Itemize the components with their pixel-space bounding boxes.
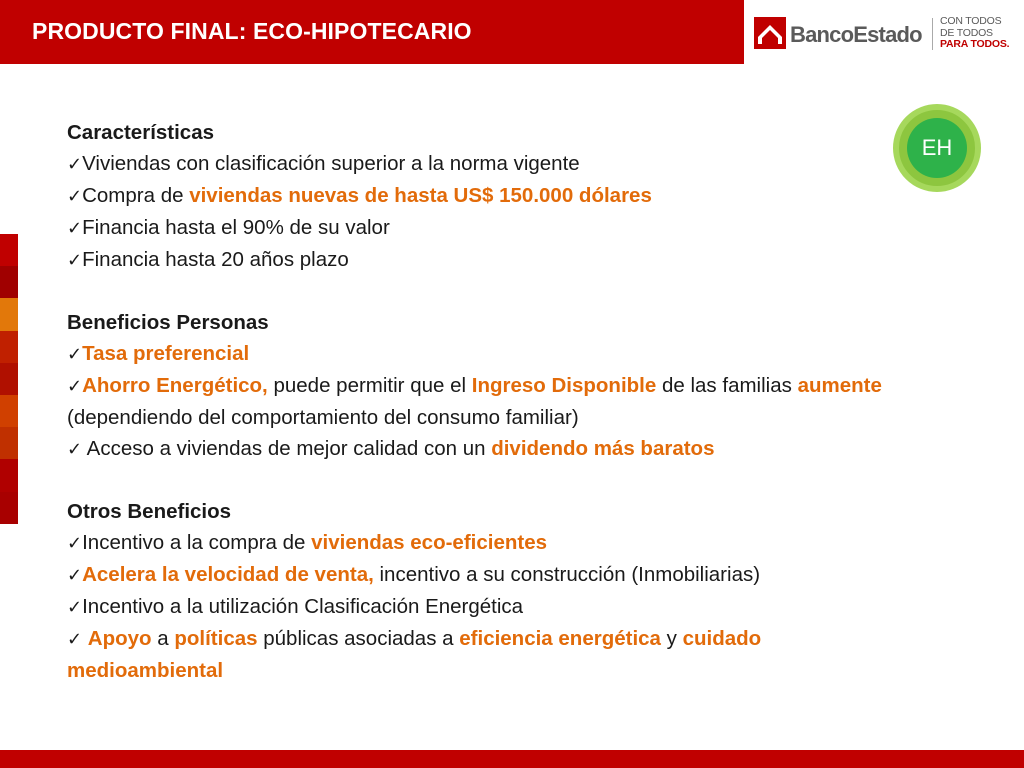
logo-divider bbox=[932, 18, 933, 50]
heading-beneficios-personas: Beneficios Personas bbox=[67, 311, 269, 334]
slogan-line-2: DE TODOS bbox=[940, 26, 993, 39]
slogan-line-1: CON TODOS bbox=[940, 15, 1002, 27]
side-accent-strip bbox=[0, 234, 18, 524]
slogan bbox=[940, 16, 1009, 51]
strip-segment bbox=[0, 363, 18, 395]
list-item: ✓Tasa preferencial bbox=[67, 342, 250, 365]
list-item: ✓Financia hasta el 90% de su valor bbox=[67, 216, 390, 239]
heading-caracteristicas: Características bbox=[67, 121, 215, 144]
strip-segment bbox=[0, 492, 18, 524]
list-item: ✓Acelera la velocidad de venta, incentivo a su construcción (Inmobiliarias) bbox=[67, 563, 761, 586]
checkmark-icon: ✓ bbox=[67, 250, 83, 271]
checkmark-icon: ✓ bbox=[67, 533, 83, 554]
list-item: ✓ Acceso a viviendas de mejor calidad con un dividendo más baratos bbox=[67, 437, 715, 460]
slogan-line-3: PARA TODOS. bbox=[940, 38, 1010, 50]
list-item: ✓Viviendas con clasificación superior a la norma vigente bbox=[67, 152, 580, 175]
checkmark-icon: ✓ bbox=[67, 439, 83, 460]
strip-segment bbox=[0, 298, 18, 330]
strip-segment bbox=[0, 234, 18, 266]
list-item: ✓Financia hasta 20 años plazo bbox=[67, 248, 349, 271]
slide-content bbox=[67, 117, 897, 686]
bancoestado-house-icon bbox=[754, 17, 786, 49]
strip-segment bbox=[0, 395, 18, 427]
spacer bbox=[67, 465, 897, 496]
strip-segment bbox=[0, 266, 18, 298]
bank-name: BancoEstado bbox=[790, 22, 922, 47]
strip-segment bbox=[0, 427, 18, 459]
checkmark-icon: ✓ bbox=[67, 218, 83, 239]
list-item: ✓Incentivo a la compra de viviendas eco-eficientes bbox=[67, 531, 548, 554]
spacer bbox=[67, 276, 897, 307]
list-item: ✓ Apoyo a políticas públicas asociadas a eficiencia energética y cuidado medioambiental bbox=[67, 627, 762, 682]
checkmark-icon: ✓ bbox=[67, 154, 83, 175]
eh-badge bbox=[893, 104, 981, 192]
heading-otros-beneficios: Otros Beneficios bbox=[67, 500, 232, 523]
checkmark-icon: ✓ bbox=[67, 186, 83, 207]
badge-label: EH bbox=[921, 135, 953, 160]
strip-segment bbox=[0, 331, 18, 363]
header-bar bbox=[0, 0, 744, 64]
list-item: ✓Ahorro Energético, puede permitir que el Ingreso Disponible de las familias aumente (dependiendo del comportamiento del consumo familiar) bbox=[67, 374, 882, 429]
checkmark-icon: ✓ bbox=[67, 629, 83, 650]
list-item: ✓Incentivo a la utilización Clasificación Energética bbox=[67, 595, 524, 618]
list-item: ✓Compra de viviendas nuevas de hasta US$ 150.000 dólares bbox=[67, 184, 652, 207]
checkmark-icon: ✓ bbox=[67, 565, 83, 586]
page-title: PRODUCTO FINAL: ECO-HIPOTECARIO bbox=[32, 18, 472, 44]
strip-segment bbox=[0, 459, 18, 491]
checkmark-icon: ✓ bbox=[67, 597, 83, 618]
footer-bar bbox=[0, 750, 1024, 768]
bank-logo bbox=[744, 0, 1024, 64]
checkmark-icon: ✓ bbox=[67, 376, 83, 397]
checkmark-icon: ✓ bbox=[67, 344, 83, 365]
